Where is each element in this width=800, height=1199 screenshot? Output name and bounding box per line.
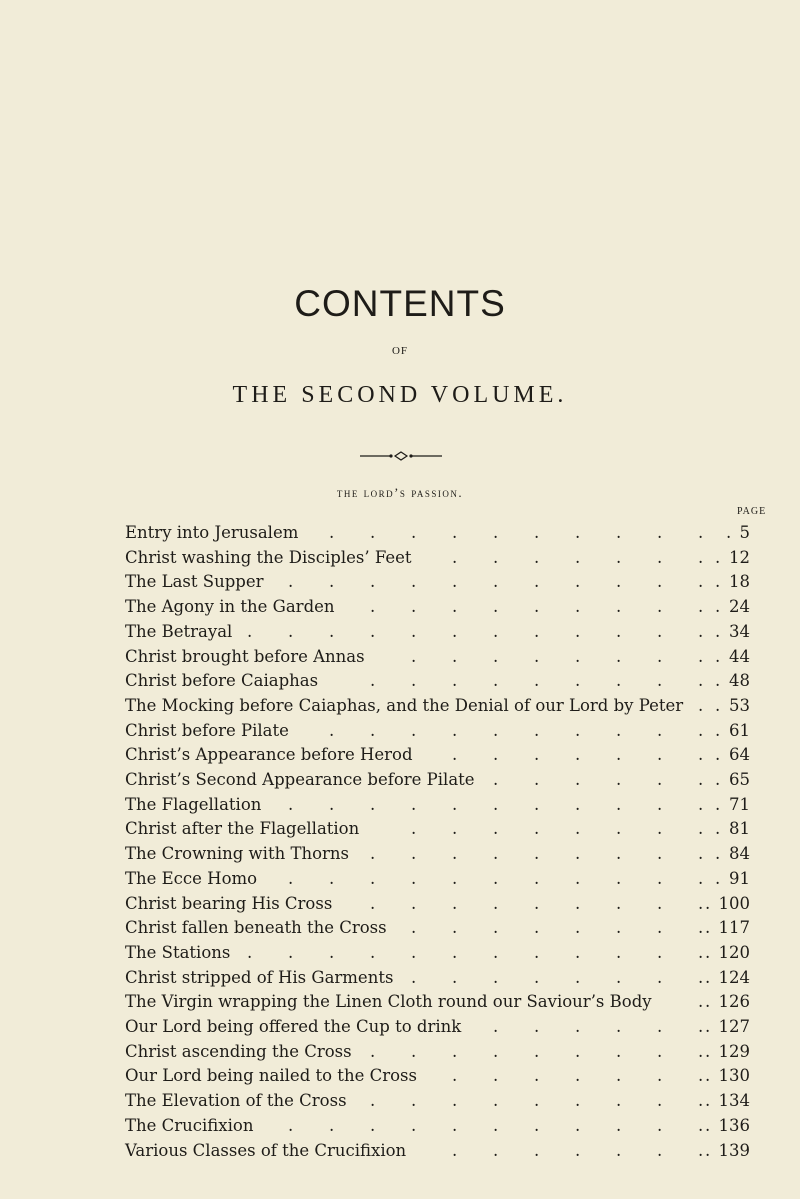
toc-entry: Christ’s Second Appearance before Pilate . . . . . . . 65 — [125, 770, 750, 789]
toc-entry: Christ washing the Disciples’ Feet . . . . . . . . 12 — [125, 547, 750, 567]
toc-entry-page: 18 — [729, 572, 750, 592]
toc-entry-title: Christ’s Appearance before Herod — [125, 745, 413, 765]
toc-entry: The Crucifixion . . . . . . . . . . . . 136 — [125, 1115, 750, 1135]
toc-entry: The Mocking before Caiaphas, and the Denial of our Lord by Peter . . 53 — [125, 695, 750, 715]
toc-entry: The Flagellation . . . . . . . . . . . . 71 — [125, 794, 750, 814]
toc-entry: Christ’s Appearance before Herod . . . . . . . . 64 — [125, 745, 750, 765]
toc-entry-page: 81 — [729, 819, 750, 839]
toc-entry-page: 91 — [729, 868, 750, 888]
toc-entry: The Ecce Homo . . . . . . . . . . . . 91 — [125, 868, 750, 888]
toc-entry: The Agony in the Garden . . . . . . . . . . 24 — [125, 597, 750, 617]
toc-entry-page: 5 — [739, 523, 750, 542]
volume-title: THE SECOND VOLUME. — [232, 382, 568, 408]
toc-entry-page: 53 — [729, 695, 750, 715]
toc-entry-title: The Agony in the Garden — [125, 597, 335, 617]
toc-entry: The Stations . . . . . . . . . . . . . 120 — [125, 942, 750, 962]
page-title: CONTENTS — [294, 283, 506, 324]
toc-entry-title: Christ after the Flagellation — [125, 819, 360, 839]
toc-entry-title: Christ washing the Disciples’ Feet — [125, 547, 412, 567]
toc-entry-page: 34 — [729, 621, 750, 641]
toc-entry: Christ after the Flagellation . . . . . . . . . 81 — [125, 819, 750, 839]
toc-entry: The Last Supper . . . . . . . . . . . . 18 — [125, 572, 750, 592]
toc-entry-page: 124 — [718, 967, 750, 987]
toc-entry-title: The Stations — [125, 942, 231, 962]
toc-entry: The Betrayal . . . . . . . . . . . . . 34 — [125, 621, 750, 641]
toc-entry-page: 130 — [718, 1066, 750, 1086]
section-heading: the lord’s passion. — [336, 485, 464, 500]
toc-entry-title: Christ’s Second Appearance before Pilate — [125, 770, 475, 789]
toc-entry-title: Christ stripped of His Garments — [125, 967, 394, 987]
toc-entry: Entry into Jerusalem . . . . . . . . . . . 5 — [125, 523, 750, 542]
toc-entry-page: 127 — [718, 1017, 750, 1036]
toc-entry: Christ before Caiaphas . . . . . . . . . . 48 — [125, 671, 750, 691]
toc-entry-title: The Elevation of the Cross — [125, 1091, 347, 1111]
toc-entry-page: 61 — [729, 720, 750, 740]
toc-entry: The Virgin wrapping the Linen Cloth round our Saviour’s Body . . 126 — [125, 992, 750, 1012]
toc-entry-title: The Crucifixion — [125, 1115, 254, 1135]
toc-entry: Our Lord being offered the Cup to drink . . . . . . . 127 — [125, 1017, 750, 1036]
toc-entry-page: 129 — [718, 1041, 750, 1061]
toc-entry-title: Various Classes of the Crucifixion — [125, 1140, 407, 1160]
toc-entry-title: The Ecce Homo — [125, 868, 258, 888]
toc-entry: Christ bearing His Cross . . . . . . . . . . 100 — [125, 893, 750, 913]
toc-entry-page: 126 — [718, 992, 750, 1012]
toc-entry: Christ ascending the Cross . . . . . . . . . . 129 — [125, 1041, 750, 1061]
toc-entry: Various Classes of the Crucifixion . . . . . . . . 139 — [125, 1140, 750, 1160]
toc-entry: The Crowning with Thorns . . . . . . . . . . 84 — [125, 844, 750, 864]
toc-entry: Christ before Pilate . . . . . . . . . . . 61 — [125, 720, 750, 740]
toc-entry-page: 44 — [729, 646, 750, 666]
page-column-label: PAGE — [737, 506, 767, 517]
toc-entry-title: Entry into Jerusalem — [125, 523, 299, 542]
toc-entry-page: 12 — [729, 547, 750, 567]
toc-entry: Christ stripped of His Garments . . . . . . . . . 124 — [125, 967, 750, 987]
toc-entry: Our Lord being nailed to the Cross . . . . . . . . 130 — [125, 1066, 750, 1086]
toc-entry: The Elevation of the Cross . . . . . . . . . . 134 — [125, 1091, 750, 1111]
toc-entry-title: The Flagellation — [125, 794, 262, 814]
toc-entry-page: 65 — [729, 770, 750, 789]
toc-entry-title: Christ brought before Annas — [125, 646, 365, 666]
toc-entry-title: The Crowning with Thorns — [125, 844, 349, 864]
toc-entry-title: Christ fallen beneath the Cross — [125, 918, 387, 938]
toc-entry-page: 134 — [718, 1091, 750, 1111]
toc-entry-title: Christ before Caiaphas — [125, 671, 319, 691]
toc-entry-title: Our Lord being nailed to the Cross — [125, 1066, 417, 1086]
toc-entry-page: 120 — [718, 942, 750, 962]
toc-entry-page: 84 — [729, 844, 750, 864]
toc-entry-page: 71 — [729, 794, 750, 814]
toc-entry-page: 48 — [729, 671, 750, 691]
toc-entry-page: 136 — [718, 1115, 750, 1135]
toc-entry-page: 117 — [718, 918, 750, 938]
toc-entry-title: Christ before Pilate — [125, 720, 289, 740]
toc-entry-title: The Virgin wrapping the Linen Cloth round our Saviour’s Body — [125, 992, 652, 1012]
toc-entry: Christ brought before Annas . . . . . . . . . 44 — [125, 646, 750, 666]
toc-entry-page: 100 — [718, 893, 750, 913]
toc-entry-title: Our Lord being offered the Cup to drink — [125, 1017, 462, 1036]
toc-entry-page: 24 — [729, 597, 750, 617]
toc-entry-title: The Mocking before Caiaphas, and the Denial of our Lord by Peter — [125, 695, 684, 715]
toc-entry-page: 64 — [729, 745, 750, 765]
toc-entry-title: Christ bearing His Cross — [125, 893, 333, 913]
toc-entry-title: The Betrayal — [125, 621, 233, 641]
title-connector: OF — [391, 345, 409, 357]
toc-entry-title: Christ ascending the Cross — [125, 1041, 352, 1061]
toc-entry-page: 139 — [718, 1140, 750, 1160]
ornament-divider-icon — [356, 450, 446, 462]
toc-entry-title: The Last Supper — [125, 572, 264, 592]
toc-entry: Christ fallen beneath the Cross . . . . . . . . . 117 — [125, 918, 750, 938]
